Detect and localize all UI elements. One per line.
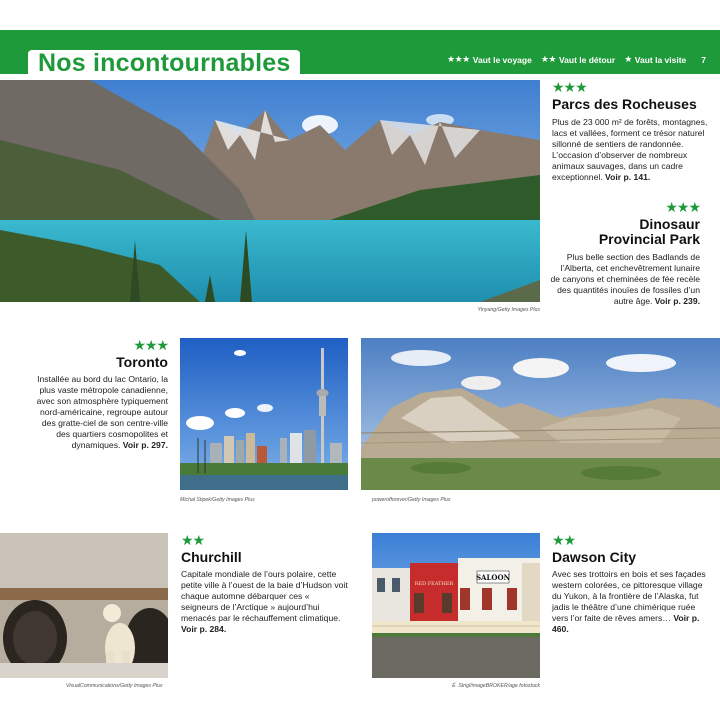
entry-title-line2: Provincial Park — [598, 231, 700, 247]
entry-description: Capitale mondiale de l’ours polaire, cette petite ville à l’ouest de la baie d’Hudson voit chaque automne débarquer ces « seigneurs de l’Arctique » aujourd’hui menacés par le réchauffement climatique. Voir p. 284. — [181, 569, 348, 634]
photo-credit: powerofforever/Getty Images Plus — [372, 497, 451, 503]
entry-title-line1: Dinosaur — [639, 216, 700, 232]
rating-stars-icon: ★★★ — [133, 337, 168, 353]
rating-stars-icon: ★★ — [181, 532, 205, 548]
photo-credit: Yinyang/Getty Images Plus — [477, 307, 540, 313]
photo-credit: VisualCommunications/Getty Images Plus — [66, 683, 163, 689]
page-reference: Voir p. 141. — [605, 172, 651, 182]
star-icon: ★ — [624, 54, 632, 64]
photo-badlands — [361, 338, 720, 490]
rating-legend — [447, 54, 706, 65]
page-reference: Voir p. 460. — [552, 613, 700, 634]
star-icon: ★★★ — [447, 54, 470, 64]
photo-dawson-city — [372, 533, 540, 678]
page-reference: Voir p. 297. — [122, 440, 168, 450]
entry-title: Toronto — [116, 354, 168, 370]
legend-item-3: ★★★ Vaut le voyage — [447, 54, 532, 65]
page-reference: Voir p. 239. — [654, 296, 700, 306]
photo-moraine-lake — [0, 80, 540, 302]
legend-item-2: ★★ Vaut le détour — [540, 54, 616, 65]
photo-credit: Michal Stipek/Getty Images Plus — [180, 497, 255, 503]
page-title: Nos incontournables — [38, 48, 291, 77]
entry-title: Dawson City — [552, 549, 637, 565]
star-icon: ★★ — [540, 54, 556, 64]
entry-description: Plus de 23 000 m² de forêts, montagnes, lacs et vallées, forment ce trésor naturel sillonné de sentiers de randonnée. L’occasion d’observer de nombreux animaux sauvages, dans un cadre exceptionnel. Voir p. 141. — [552, 117, 708, 182]
photo-credit: É. Strigl/imageBROKER/age fotostock — [452, 683, 540, 689]
entry-description: Plus belle section des Badlands de l’Alberta, cet enchevêtrement lunaire de canyons et cheminées de fée recèle des quantités inouïes de fossiles d’un autre âge. Voir p. 239. — [550, 252, 700, 306]
rating-stars-icon: ★★★ — [552, 79, 587, 95]
hotel-sign: RED FEATHER — [414, 581, 454, 587]
entry-description: Installée au bord du lac Ontario, la plus vaste métropole canadienne, avec son atmosphère typiquement nord-américaine, regroupe autour des gratte-ciel de son centre-ville des quartiers cosmopolites et dynamiques. Voir p. 297. — [36, 374, 168, 450]
entry-churchill — [181, 533, 349, 635]
page-title-tab — [28, 50, 300, 78]
photo-toronto-skyline — [180, 338, 348, 490]
entry-title: Churchill — [181, 549, 242, 565]
entry-dinosaur — [550, 200, 700, 307]
rating-stars-icon: ★★★ — [665, 199, 700, 215]
entry-rocheuses — [552, 80, 712, 183]
page-reference: Voir p. 284. — [181, 624, 227, 634]
entry-title: Parcs des Rocheuses — [552, 96, 697, 112]
entry-dawson — [552, 533, 712, 635]
photo-polar-bear — [0, 533, 168, 678]
entry-toronto — [32, 338, 168, 451]
page-number: 7 — [701, 54, 706, 65]
entry-description: Avec ses trottoirs en bois et ses façades western colorées, ce pittoresque village du Yukon, à la frontière de l’Alaska, fut jadis le théâtre d’une chimérique ruée vers l’or faite de rêves amers… Voir p. 460. — [552, 569, 706, 634]
legend-item-1: ★ Vaut la visite — [624, 54, 687, 65]
saloon-sign: SALOON — [475, 573, 511, 582]
rating-stars-icon: ★★ — [552, 532, 576, 548]
